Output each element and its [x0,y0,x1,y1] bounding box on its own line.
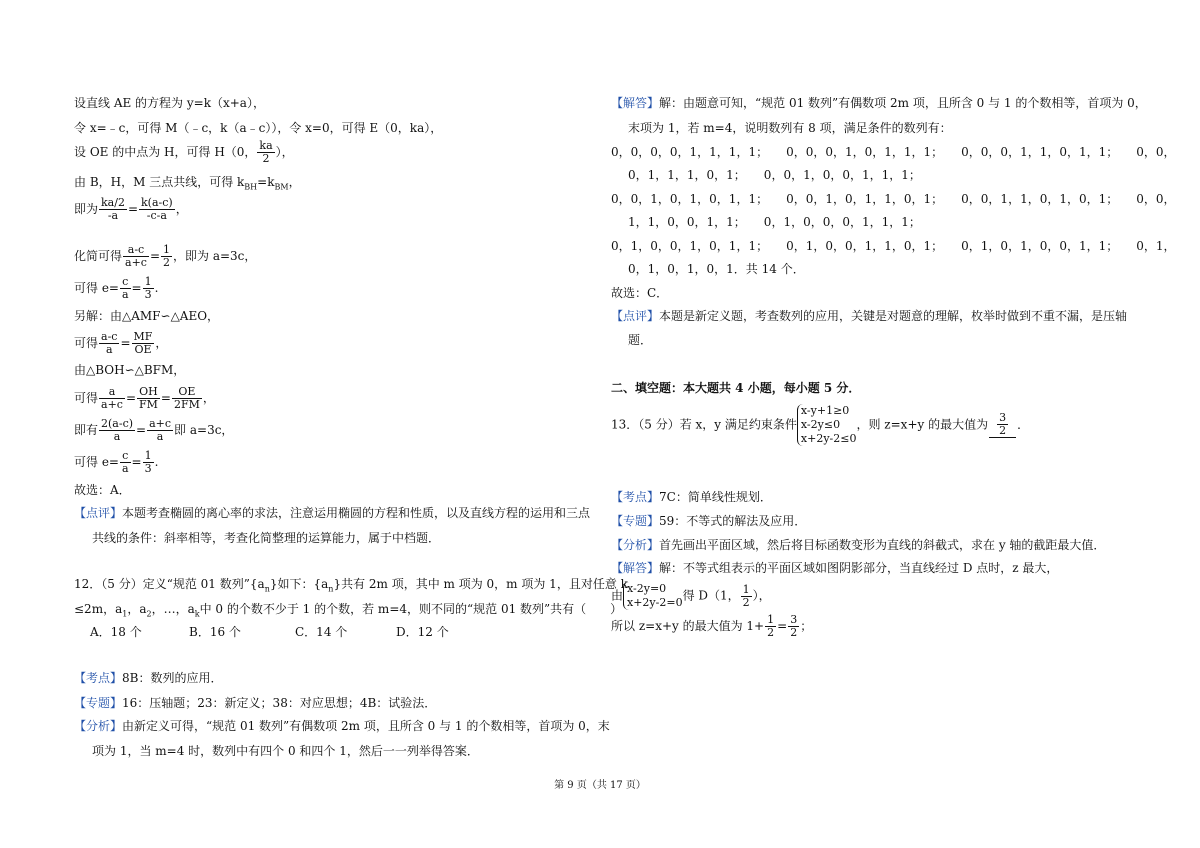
text-line: 末项为 1，若 m=4，说明数列有 8 项，满足条件的数列有： [628,121,952,135]
jieda-line: 【解答】解：不等式组表示的平面区域如图阴影部分，当直线经过 D 点时，z 最大， [611,561,1059,575]
text-line: 设直线 AE 的方程为 y=k（x+a）， [74,96,265,110]
kaodian-line: 【考点】7C：简单线性规划． [611,490,772,504]
sequence-line: 0，0，1，0，1，0，1，1； 0，0，1，0，1，1，0，1； 0，0，1，1，0，1，0，1； 0，0， [611,192,1176,206]
sequence-line: 0，0，0，0，1，1，1，1； 0，0，0，1，0，1，1，1； 0，0，0，1，1，0，1，1； 0，0， [611,145,1176,159]
text-line: 令 x=﹣c，可得 M（﹣c，k（a﹣c）），令 x=0，可得 E（0，ka）， [74,121,443,135]
constraint-system: x-y+1≥0 x-2y≤0 x+2y-2≤0 [797,404,857,446]
option-d: D．12 个 [396,625,449,639]
equation-line: 可得 e= $\frac{c}{a}$ = $\frac{1}{3}$ . [74,275,159,301]
question-12: 12．（5 分）定义“规范 01 数列$”\{a_n\}$如下：$\{a_n\}$共有 2m 项，其中 m 项为 0，m 项为 1，且对任意 k [74,577,628,594]
kaodian-line: 【考点】8B：数列的应用． [74,671,223,685]
sequence-line: 0，1，0，1，0，1．共 14 个． [628,262,805,276]
tag-label: 【点评】 [74,506,123,520]
text-line: 共线的条件：斜率相等，考查化简整理的运算能力，属于中档题． [92,531,441,545]
text-line: 设 OE 的中点为 H，可得 H（0， $\frac{ka}{2}$ ）， [74,139,294,165]
zhuanti-line: 【专题】59：不等式的解法及应用． [611,514,807,528]
equation-line: 可得 $\frac{a}{a+c}$ = $\frac{OH}{FM}$ = $\frac{OE}{2FM}$ ， [74,385,215,411]
equation-line: 可得 e= $\frac{c}{a}$ = $\frac{1}{3}$ . [74,449,159,475]
equation-line: 化简可得 $\frac{a-c}{a+c}$ = $\frac{1}{2}$ ，即为 a=3c， [74,243,257,269]
section-heading: 二、填空题：本大题共 4 小题，每小题 5 分． [611,381,861,395]
question-13: 13．（5 分）若 x，y 满足约束条件 x-y+1≥0 x-2y≤0 x+2y-2≤0 ，则 z=x+y 的最大值为 $\frac{3}{2}$ ． [611,404,1030,445]
text-line: 另解：由△AMF∽△AEO， [74,309,220,323]
text-line: 故选：C． [611,286,669,300]
comment-line: 【点评】本题是新定义题，考查数列的应用，关键是对题意的理解，枚举时做到不重不漏，是压轴 [611,309,1128,323]
fenxi-line: 【分析】由新定义可得，“规范 01 数列”有偶数项 2m 项，且所含 0 与 1 的个数相等，首项为 0，末 [74,719,610,733]
equation-line: 即为 $\frac{ka/2}{-a}$ = $\frac{k(a-c)}{-c-a}$ ， [74,196,188,222]
fenxi-line: 【分析】首先画出平面区域，然后将目标函数变形为直线的斜截式，求在 y 轴的截距最大值． [611,538,1106,552]
equation-system: x-2y=0 x+2y-2=0 [623,582,683,610]
text-line: 故选：A． [74,483,131,497]
option-a: A．18 个 [90,625,142,639]
text-line: 由△BOH∽△BFM， [74,363,186,377]
sequence-line: 0，1，0，0，1，0，1，1； 0，1，0，0，1，1，0，1； 0，1，0，1，0，0，1，1； 0，1， [611,239,1176,253]
text-line: 由 B，H，M 三点共线，可得 $k_{BH}=k_{BM}$， [74,175,301,192]
sequence-line: 1，1，0，0，1，1； 0，1，0，0，0，1，1，1； [628,215,921,229]
text-line: 项为 1，当 m=4 时，数列中有四个 0 和四个 1，然后一一列举得答案． [92,744,479,758]
zhuanti-line: 【专题】16：压轴题；23：新定义；38：对应思想；4B：试验法． [74,696,437,710]
equation-line: 即有 $\frac{2(a-c)}{a}$ = $\frac{a+c}{a}$ 即 a=3c， [74,417,234,443]
equation-line: 由 x-2y=0 x+2y-2=0 得 D（1， $\frac{1}{2}$ ）， [611,582,771,609]
option-c: C．14 个 [295,625,348,639]
equation-line: 可得 $\frac{a-c}{a}$ = $\frac{MF}{OE}$ ， [74,330,168,356]
comment-line: 【点评】本题考查椭圆的离心率的求法，注意运用椭圆的方程和性质，以及直线方程的运用和三点 [74,506,591,520]
question-12-cont: ≤2m，$a_1$，$a_2$，…，$a_k$中 0 的个数不少于 1 的个数，若 m=4，则不同的“规范 01 数列”共有（ ） [74,602,623,619]
page-footer: 第 9 页（共 17 页） [554,780,646,791]
jieda-line: 【解答】解：由题意可知，“规范 01 数列”有偶数项 2m 项，且所含 0 与 1 的个数相等，首项为 0， [611,96,1147,110]
sequence-line: 0，1，1，1，0，1； 0，0，1，0，0，1，1，1； [628,168,921,182]
text-line: 题． [628,333,653,347]
option-b: B．16 个 [189,625,241,639]
equation-line: 所以 z=x+y 的最大值为 1+ $\frac{1}{2}$ = $\frac{3}{2}$ ； [611,613,813,639]
